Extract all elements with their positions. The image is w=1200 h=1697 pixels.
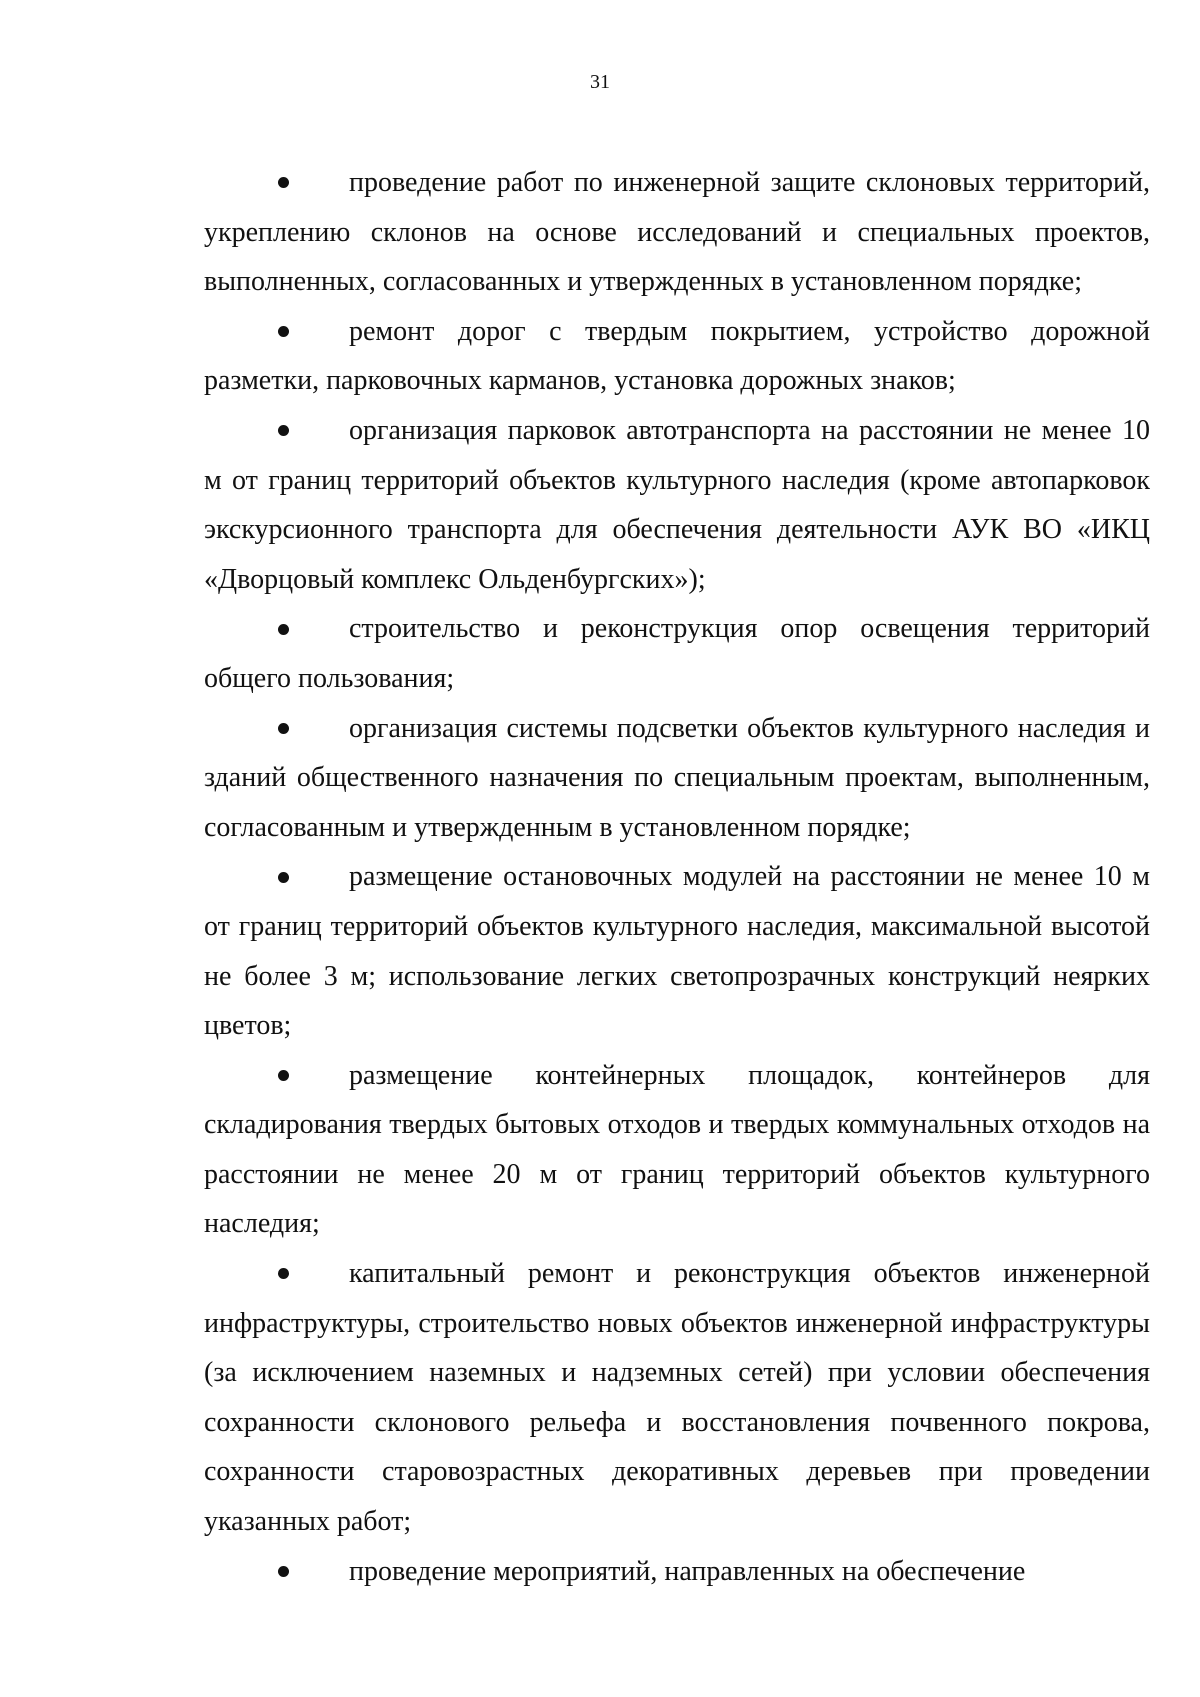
bullet-icon — [276, 852, 290, 902]
list-item — [204, 1051, 1150, 1249]
bullet-icon — [276, 604, 290, 654]
bullet-icon — [276, 704, 290, 754]
list-item-text: размещение остановочных модулей на расстоянии не менее 10 м от границ территорий объектов культурного наследия, максимальной высотой не более 3 м; использование легких светопрозрачных конструкций неярких цветов; — [204, 861, 1150, 1042]
list-item-text: ремонт дорог с твердым покрытием, устройство дорожной разметки, парковочных карманов, установка дорожных знаков; — [204, 315, 1150, 397]
bullet-list — [204, 158, 1150, 1596]
bullet-icon — [276, 307, 290, 357]
list-item-text: организация системы подсветки объектов культурного наследия и зданий общественного назначения по специальным проектам, выполненным, согласованным и утвержденным в установленном порядке; — [204, 712, 1150, 843]
list-item-text: проведение мероприятий, направленных на обеспечение — [349, 1555, 1026, 1587]
bullet-icon — [276, 158, 290, 208]
bullet-icon — [276, 406, 290, 456]
bullet-icon — [276, 1547, 290, 1597]
list-item — [204, 604, 1150, 703]
list-item-text: организация парковок автотранспорта на расстоянии не менее 10 м от границ территорий объектов культурного наследия (кроме автопарковок экскурсионного транспорта для обеспечения деятельности АУК ВО «ИКЦ «Дворцовый комплекс Ольденбургских»); — [204, 414, 1150, 595]
list-item — [204, 406, 1150, 604]
list-item — [204, 1547, 1150, 1597]
bullet-icon — [276, 1249, 290, 1299]
list-item-text: размещение контейнерных площадок, контейнеров для складирования твердых бытовых отходов и твердых коммунальных отходов на расстоянии не менее 20 м от границ территорий объектов культурного наследия; — [204, 1059, 1150, 1240]
list-item — [204, 704, 1150, 853]
list-item — [204, 1249, 1150, 1547]
bullet-icon — [276, 1051, 290, 1101]
list-item — [204, 852, 1150, 1050]
page-number: 31 — [590, 71, 610, 93]
list-item-text: капитальный ремонт и реконструкция объектов инженерной инфраструктуры, строительство новых объектов инженерной инфраструктуры (за исключением наземных и надземных сетей) при условии обеспечения сохранности склонового рельефа и восстановления почвенного покрова, сохранности старовозрастных декоративных деревьев при проведении указанных работ; — [204, 1258, 1150, 1538]
list-item-text: строительство и реконструкция опор освещения территорий общего пользования; — [204, 613, 1150, 694]
list-item-text: проведение работ по инженерной защите склоновых территорий, укреплению склонов на основе исследований и специальных проектов, выполненных, согласованных и утвержденных в установленном порядке; — [204, 167, 1150, 298]
list-item — [204, 158, 1150, 307]
list-item — [204, 307, 1150, 406]
